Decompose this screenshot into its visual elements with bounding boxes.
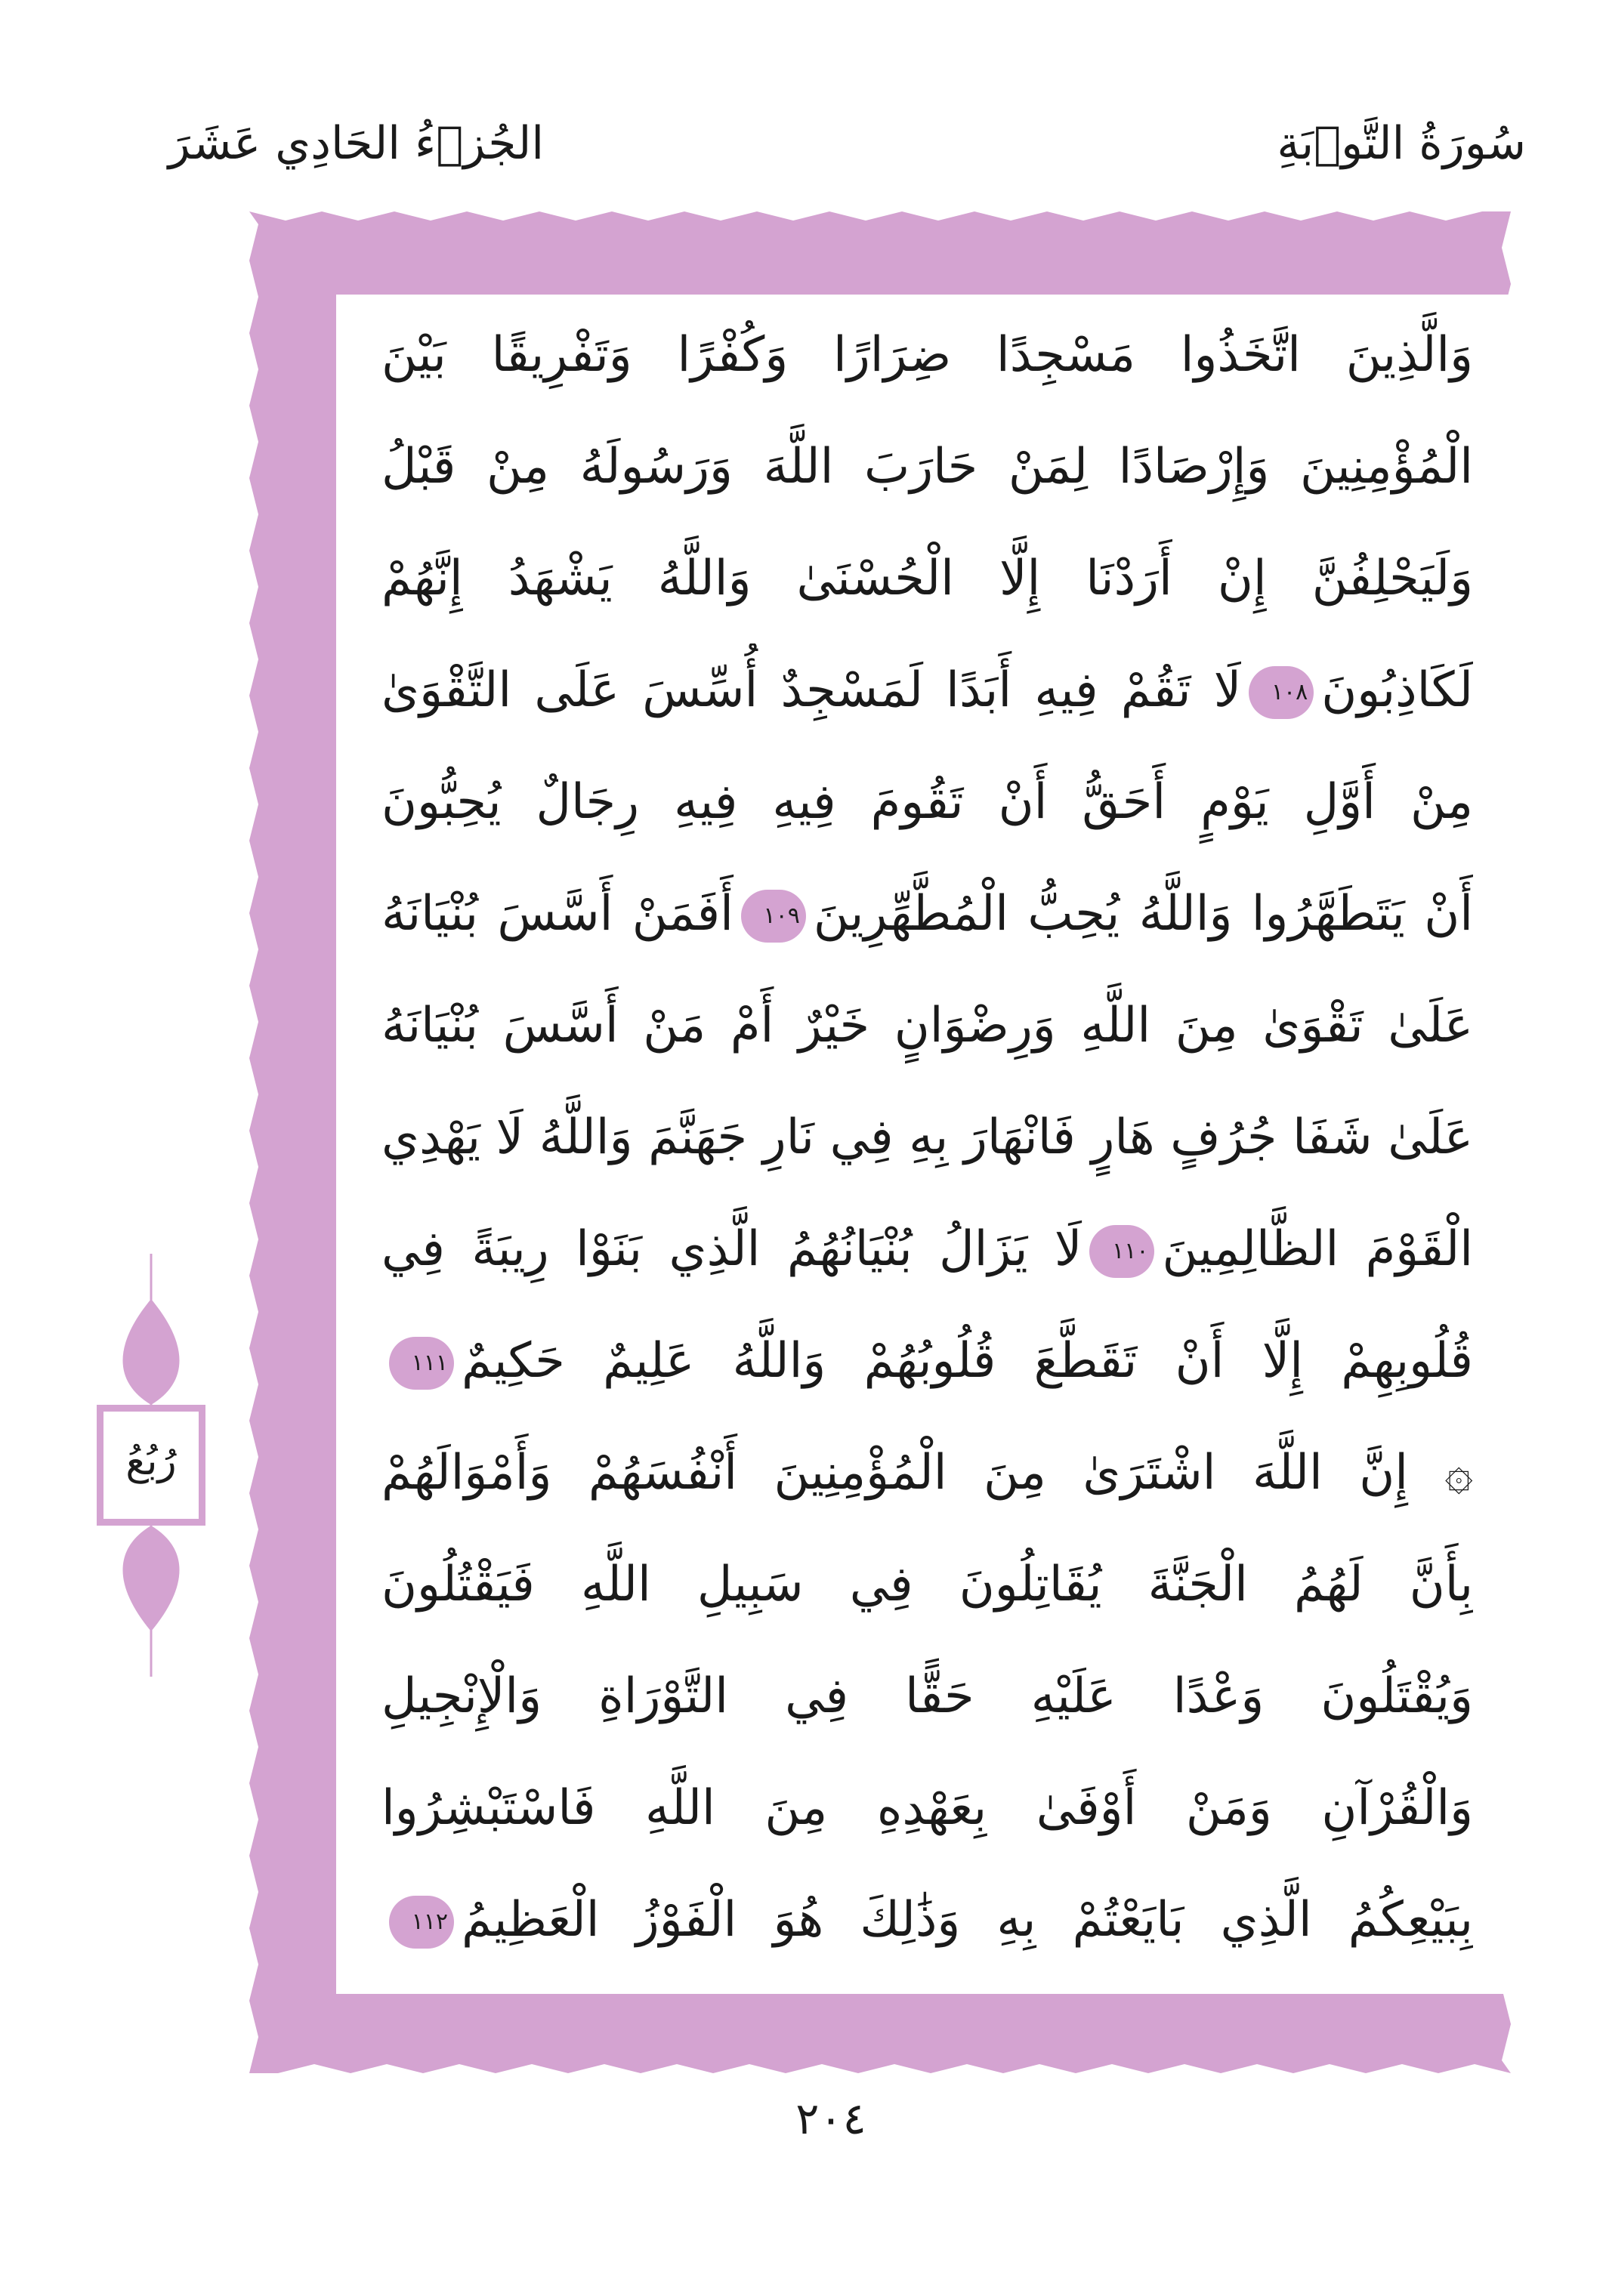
verse-line <box>381 1538 1473 1631</box>
verse-line <box>381 979 1473 1072</box>
ayah-number-marker: ١١١ <box>389 1337 454 1390</box>
verse-text: بِأَنَّ لَهُمُ الْجَنَّةَ يُقَاتِلُونَ فِي سَبِيلِ اللَّهِ فَيَقْتُلُونَ <box>381 1557 1473 1612</box>
verse-line <box>381 643 1473 737</box>
verse-text: وَيُقْتَلُونَ وَعْدًا عَلَيْهِ حَقًّا فِي التَّوْرَاةِ وَالْإِنْجِيلِ <box>381 1668 1473 1724</box>
verse-text: وَالْقُرْآنِ وَمَنْ أَوْفَىٰ بِعَهْدِهِ مِنَ اللَّهِ فَاسْتَبْشِرُوا <box>381 1780 1473 1836</box>
verse-text: أَفَمَنْ أَسَّسَ بُنْيَانَهُ <box>381 886 734 942</box>
verse-line <box>381 532 1473 625</box>
verse-text: وَالَّذِينَ اتَّخَذُوا مَسْجِدًا ضِرَارًا وَكُفْرًا وَتَفْرِيقًا بَيْنَ <box>381 327 1473 383</box>
hizb-label: رُبُعُ <box>125 1439 177 1484</box>
verse-text: الْقَوْمَ الظَّالِمِينَ <box>1162 1221 1473 1277</box>
verse-line <box>381 1426 1473 1520</box>
verse-line <box>381 308 1473 402</box>
text-panel <box>336 295 1518 1994</box>
verse-text: لَا يَزَالُ بُنْيَانُهُمُ الَّذِي بَنَوْا رِيبَةً فِي <box>381 1221 1083 1277</box>
juz-title: الجُزۡءُ الحَادِي عَشَرَ <box>168 117 544 170</box>
verse-line <box>381 1873 1473 1967</box>
verse-line <box>381 1761 1473 1855</box>
verse-text: الْمُؤْمِنِينَ وَإِرْصَادًا لِمَنْ حَارَبَ اللَّهَ وَرَسُولَهُ مِنْ قَبْلُ <box>381 439 1473 495</box>
verse-text: أَنْ يَتَطَهَّرُوا وَاللَّهُ يُحِبُّ الْمُطَّهِّرِينَ <box>813 886 1473 942</box>
verse-text: عَلَىٰ تَقْوَىٰ مِنَ اللَّهِ وَرِضْوَانٍ خَيْرٌ أَمْ مَنْ أَسَّسَ بُنْيَانَهُ <box>381 998 1473 1054</box>
verse-line <box>381 420 1473 514</box>
ayah-number-marker: ١١٠ <box>1089 1225 1154 1278</box>
verse-line <box>381 1091 1473 1184</box>
ayah-number-marker: ١٠٨ <box>1249 666 1314 719</box>
verse-text: مِنْ أَوَّلِ يَوْمٍ أَحَقُّ أَنْ تَقُومَ فِيهِ فِيهِ رِجَالٌ يُحِبُّونَ <box>381 774 1473 830</box>
verse-line <box>381 1649 1473 1743</box>
verse-text: قُلُوبِهِمْ إِلَّا أَنْ تَقَطَّعَ قُلُوبُهُمْ وَاللَّهُ عَلِيمٌ حَكِيمٌ <box>462 1333 1473 1389</box>
verse-line <box>381 1202 1473 1296</box>
ayah-number-marker: ١٠٩ <box>741 890 806 943</box>
verse-text: وَلَيَحْلِفُنَّ إِنْ أَرَدْنَا إِلَّا الْحُسْنَىٰ وَاللَّهُ يَشْهَدُ إِنَّهُمْ <box>381 551 1473 606</box>
verse-text: لَكَاذِبُونَ <box>1321 662 1473 718</box>
verse-text: لَا تَقُمْ فِيهِ أَبَدًا لَمَسْجِدٌ أُسِّسَ عَلَى التَّقْوَىٰ <box>381 662 1242 718</box>
verse-text: عَلَىٰ شَفَا جُرُفٍ هَارٍ فَانْهَارَ بِهِ فِي نَارِ جَهَنَّمَ وَاللَّهُ لَا يَهْدِي <box>381 1109 1473 1165</box>
verse-text: بِبَيْعِكُمُ الَّذِي بَايَعْتُمْ بِهِ وَذَٰلِكَ هُوَ الْفَوْزُ الْعَظِيمُ <box>462 1892 1473 1948</box>
ayah-number-marker: ١١٢ <box>389 1896 454 1949</box>
verse-line <box>381 1314 1473 1408</box>
verse-line <box>381 867 1473 961</box>
verse-text: ۞ إِنَّ اللَّهَ اشْتَرَىٰ مِنَ الْمُؤْمِنِينَ أَنْفُسَهُمْ وَأَمْوَالَهُمْ <box>381 1445 1473 1501</box>
page-number: ٢٠٤ <box>795 2093 866 2144</box>
surah-title: سُورَةُ التَّوۡبَةِ <box>1277 117 1526 170</box>
verse-line <box>381 755 1473 849</box>
